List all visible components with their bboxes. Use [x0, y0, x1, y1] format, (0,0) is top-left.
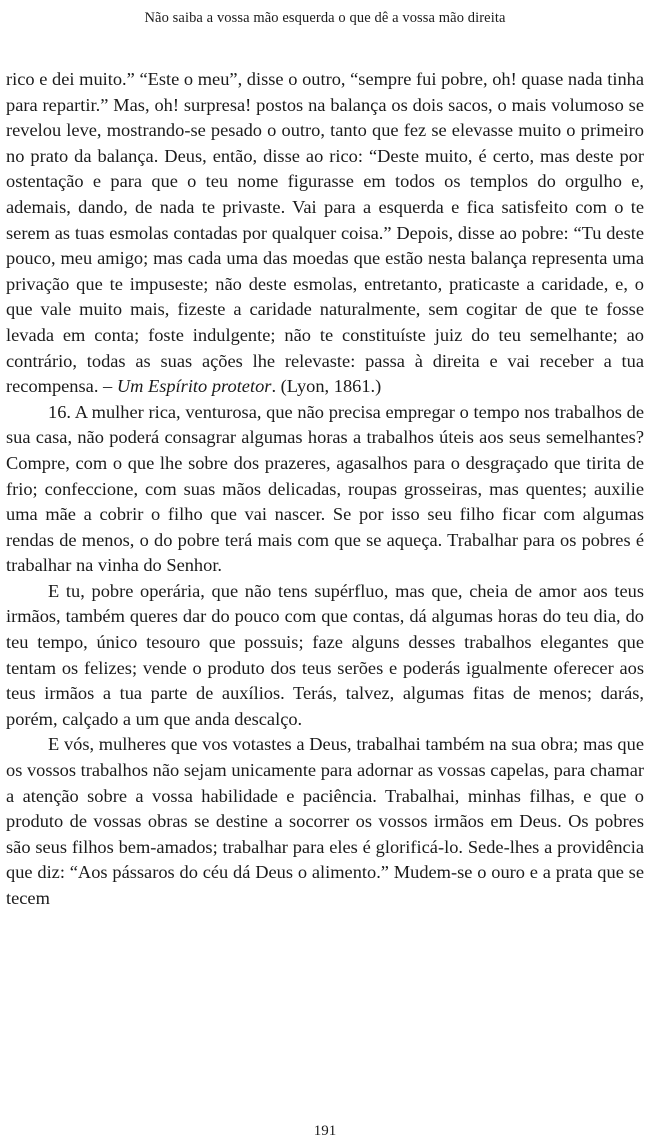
paragraph-tail: . (Lyon, 1861.): [271, 376, 382, 397]
body-text: [6, 67, 644, 912]
signature: Um Espírito protetor: [116, 376, 272, 397]
paragraph: E vós, mulheres que vos votastes a Deus, trabalhai também na sua obra; mas que os vossos trabalhos não sejam unicamente para adornar as vossas capelas, para chamar a atenção sobre a vossa habilidade e paciência. Trabalhai, minhas filhas, e que o produto de vossas obras se destine a socorrer os vossos irmãos em Deus. Os pobres são seus filhos bem-amados; trabalhar para eles é glorificá-lo. Sede-lhes a providência que diz: “Aos pássaros do céu dá Deus o alimento.” Mudem-se o ouro e a prata que se tecem: [6, 734, 644, 908]
running-head: Não saiba a vossa mão esquerda o que dê a vossa mão direita: [144, 10, 506, 26]
page-number: 191: [313, 1123, 337, 1139]
paragraph: E tu, pobre operária, que não tens supérfluo, mas que, cheia de amor aos teus irmãos, também queres dar do pouco com que contas, dá algumas horas do teu dia, do teu tempo, único tesouro que possuis; faze alguns desses trabalhos elegantes que tentam os felizes; vende o produto dos teus serões e poderás igualmente oferecer aos teus irmãos a tua parte de auxílios. Terás, talvez, algumas fitas de menos; darás, porém, calçado a um que anda descalço.: [6, 580, 644, 729]
paragraph: [6, 67, 644, 400]
paragraph: 16. A mulher rica, venturosa, que não precisa empregar o tempo nos trabalhos de sua casa, não poderá consagrar algumas horas a trabalhos úteis aos seus semelhantes? Compre, com o que lhe sobre dos prazeres, agasalhos para o desgraçado que tirita de frio; confeccione, com suas mãos delicadas, roupas grosseiras, mas quentes; auxilie uma mãe a cobrir o filho que vai nascer. Se por isso seu filho ficar com algumas rendas de menos, o do pobre terá mais com que se aqueça. Trabalhar para os pobres é trabalhar na vinha do Senhor.: [6, 401, 644, 576]
paragraph-text: rico e dei muito.” “Este o meu”, disse o outro, “sempre fui pobre, oh! quase nada tinha para repartir.” Mas, oh! surpresa! postos na balança os dois sacos, o mais volumoso se revelou leve, mostrando-se pesado o outro, tanto que fez se elevasse muito o primeiro no prato da balança. Deus, então, disse ao rico: “Deste muito, é certo, mas deste por ostentação e para que o teu nome figurasse em todos os templos do orgulho e, ademais, dando, de nada te privaste. Vai para a esquerda e fica satisfeito com o te serem as tuas esmolas contadas por qualquer coisa.” Depois, disse ao pobre: “Tu deste pouco, meu amigo; mas cada uma das moedas que estão nesta balança representa uma privação que te impuseste; não deste esmolas, entretanto, praticaste a caridade, e, o que vale muito mais, fizeste a caridade naturalmente, sem cogitar de que te fosse levada em conta; foste indulgente; não te constituíste juiz do teu semelhante; ao contrário, todas as suas ações lhe relevaste: passa à direita e vai receber a tua recompensa. –: [6, 69, 644, 397]
